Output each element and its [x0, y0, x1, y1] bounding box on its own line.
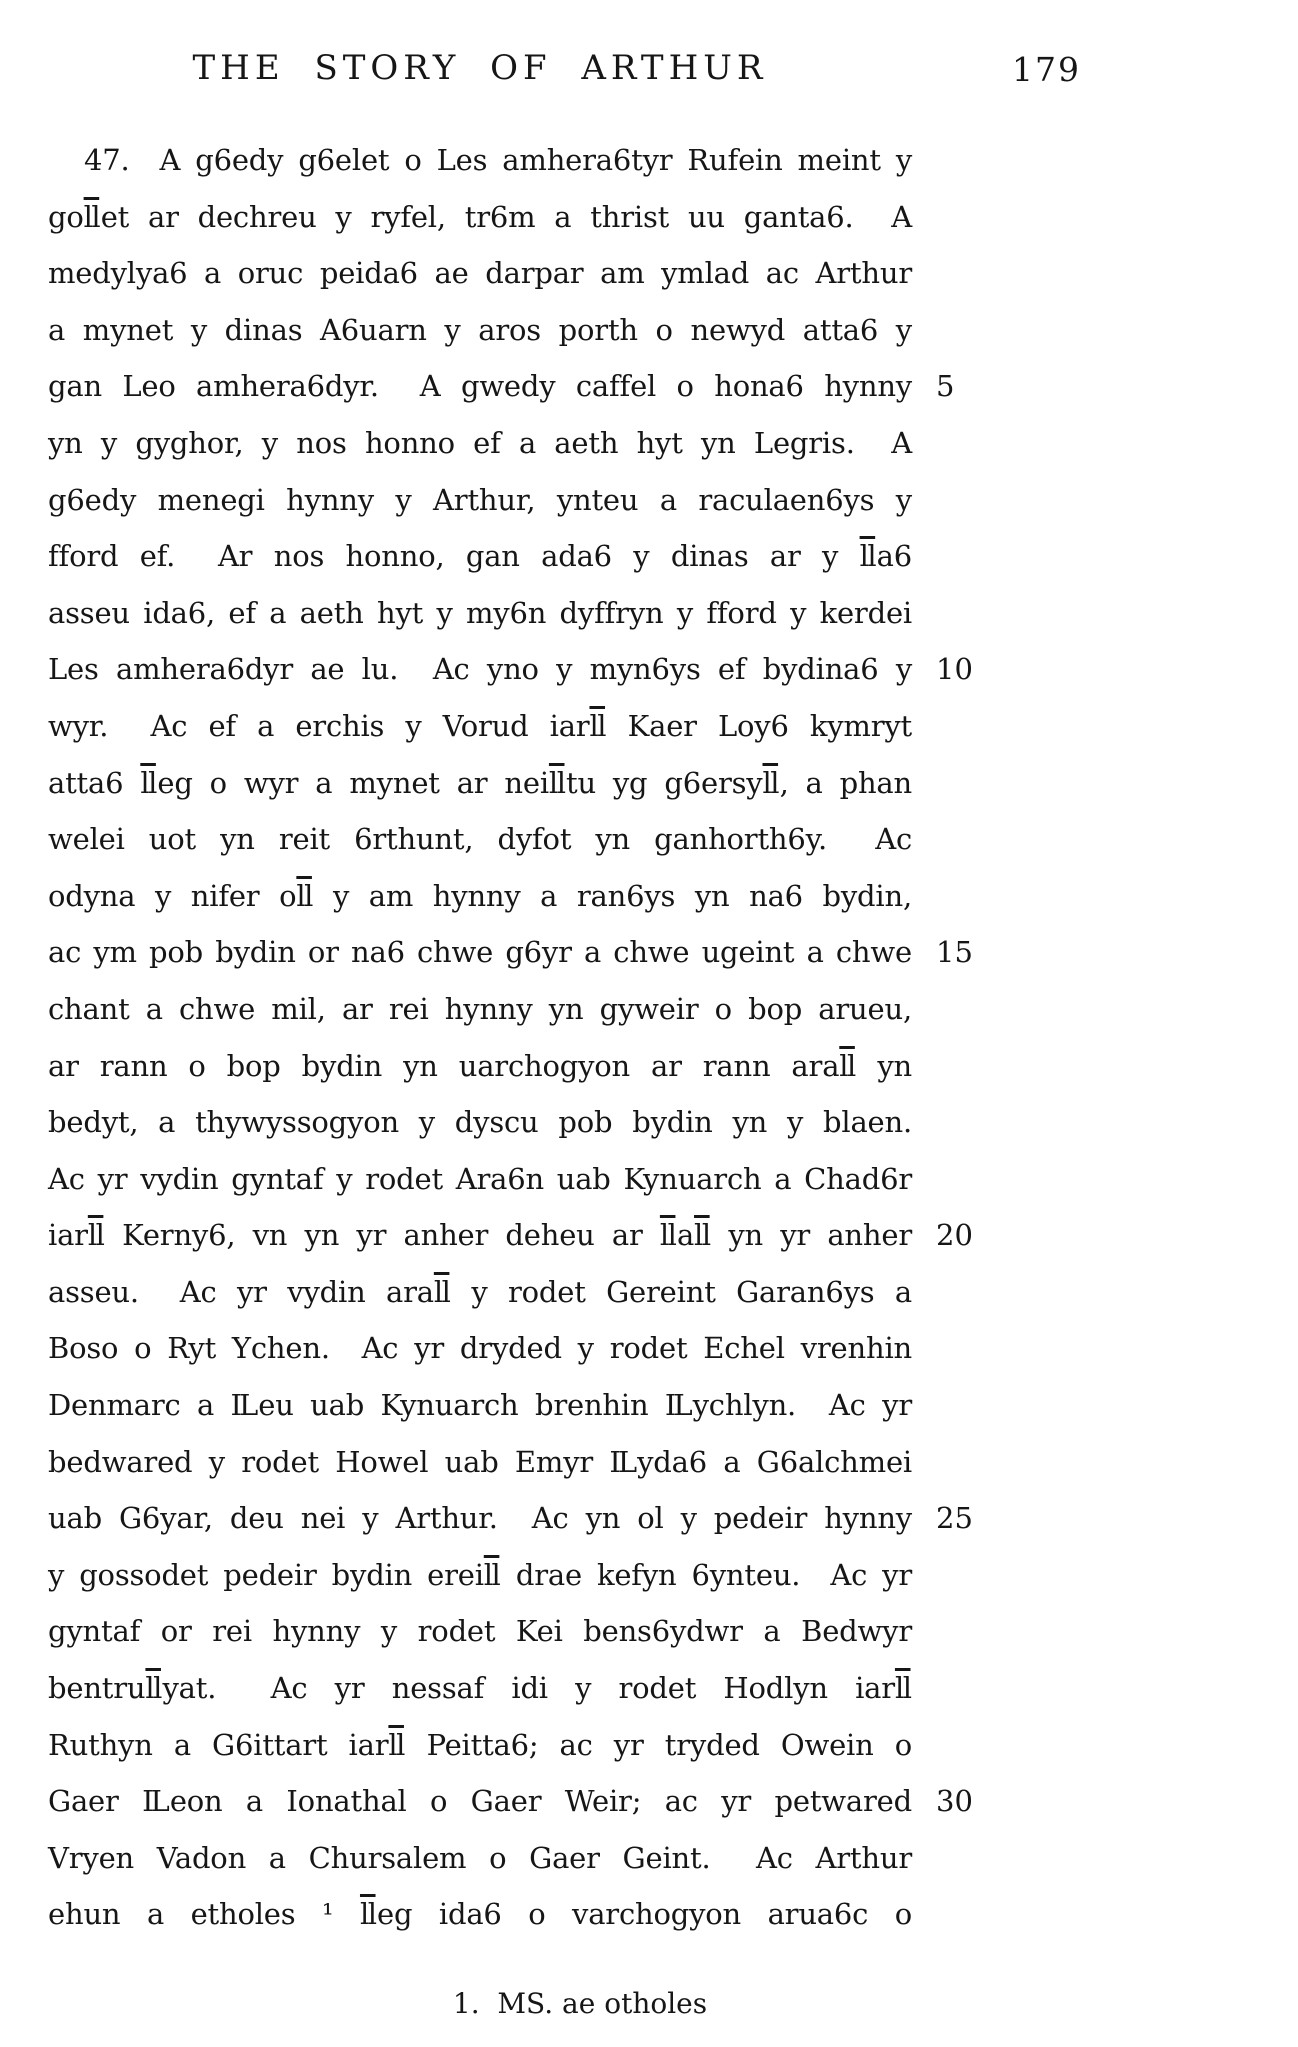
line-text: chant a chwe mil, ar rei hynny yn gyweir o bop arueu, — [48, 991, 912, 1026]
text-line — [48, 585, 1048, 642]
text-line — [48, 1603, 1048, 1660]
line-text: wyr. Ac ef a erchis y Vorud $iar\overline{ll}$ Kaer Loy6 kymryt — [48, 708, 913, 743]
text-line — [48, 1094, 1048, 1151]
line-text: fford ef. Ar nos honno, gan ada6 y dinas ar y $\overline{ll}a6$ — [48, 539, 912, 574]
text-line — [48, 1434, 1048, 1491]
line-number: 30 — [936, 1784, 973, 1819]
line-text: Vryen Vadon a Chursalem o Gaer Geint. Ac Arthur — [48, 1840, 912, 1875]
line-number: 5 — [936, 369, 955, 404]
text-line — [48, 641, 1048, 698]
text-line — [48, 189, 1048, 246]
text-line — [48, 528, 1048, 585]
line-number: 10 — [936, 652, 973, 687]
line-text: Denmarc a IL eu uab Kynuarch brenhin IL ychlyn. Ac yr — [48, 1388, 912, 1423]
line-text: ehun a etholes ¹ $\overline{ll}eg$ ida6 o varchogyon arua6c o — [48, 1897, 912, 1932]
line-text: $go\overline{ll}et$ ar dechreu y ryfel, tr6m a thrist uu ganta6. A — [48, 199, 912, 234]
line-text: Les amhera6dyr ae lu. Ac yno y myn6ys ef bydina6 y — [48, 652, 912, 687]
line-text: odyna y nifer $o\overline{ll}$ y am hynny a ran6ys yn na6 bydin, — [48, 878, 912, 913]
line-text: uab G6yar, deu nei y Arthur. Ac yn ol y pedeir hynny — [48, 1501, 912, 1536]
text-line — [48, 1320, 1048, 1377]
line-text: atta6 $\overline{ll}eg$ o wyr a mynet ar $nei\overline{ll}tu$ yg $g6ersy\overline{ll}$, a phan — [48, 765, 912, 800]
line-text: bedyt, a thywyssogyon y dyscu pob bydin yn y blaen. — [48, 1105, 912, 1140]
line-number: 25 — [936, 1501, 973, 1536]
text-line — [48, 755, 1048, 812]
running-header — [48, 48, 912, 88]
line-text: Gaer IL eon a Ionathal o Gaer Weir; ac yr petwared — [48, 1784, 912, 1819]
line-text: asseu. Ac yr vydin $ara\overline{ll}$ y rodet Gereint Garan6ys a — [48, 1274, 913, 1309]
text-line — [48, 358, 1048, 415]
text-line — [48, 1490, 1048, 1547]
line-number: 20 — [936, 1218, 973, 1253]
text-line — [48, 698, 1048, 755]
text-line — [48, 245, 1048, 302]
text-line — [48, 1717, 1048, 1774]
text-line — [48, 1038, 1048, 1095]
text-line — [48, 811, 1048, 868]
line-text: a mynet y dinas A6uarn y aros porth o newyd atta6 y — [48, 312, 912, 347]
page-title: THE STORY OF ARTHUR — [192, 48, 768, 88]
text-line — [48, 1207, 1048, 1264]
line-text: ar rann o bop bydin yn uarchogyon ar rann $ara\overline{ll}$ yn — [48, 1048, 912, 1083]
text-line — [48, 302, 1048, 359]
line-text: $iar\overline{ll}$ Kerny6, vn yn yr anher deheu ar $\overline{ll}a\overline{ll}$ yn yr anher — [48, 1218, 913, 1253]
body-text — [48, 132, 1048, 1943]
text-line — [48, 472, 1048, 529]
text-line — [48, 1660, 1048, 1717]
line-text: 47. A g6edy g6elet o Les amhera6tyr Rufein meint y — [84, 143, 912, 177]
line-text: y gossodet pedeir bydin $erei\overline{ll}$ drae kefyn 6ynteu. Ac yr — [48, 1557, 912, 1592]
line-number: 15 — [936, 935, 973, 970]
text-line — [48, 868, 1048, 925]
page-number: 179 — [1012, 50, 1081, 89]
line-text: ac ym pob bydin or na6 chwe g6yr a chwe ugeint a chwe — [48, 935, 912, 970]
line-text: bedwared y rodet Howel uab Emyr IL yda6 a G6alchmei — [48, 1444, 912, 1479]
line-text: welei uot yn reit 6rthunt, dyfot yn ganhorth6y. Ac — [48, 822, 912, 857]
text-line — [48, 415, 1048, 472]
line-text: Ruthyn a G6ittart $iar\overline{ll}$ Peitta6; ac yr tryded Owein o — [48, 1727, 912, 1762]
text-line — [48, 1773, 1048, 1830]
text-line — [48, 1830, 1048, 1887]
text-line — [48, 1264, 1048, 1321]
text-line — [48, 924, 1048, 981]
text-line — [48, 1151, 1048, 1208]
line-text: Boso o Ryt Ychen. Ac yr dryded y rodet Echel vrenhin — [48, 1331, 912, 1366]
text-line — [48, 1886, 1048, 1943]
line-text: asseu ida6, ef a aeth hyt y my6n dyffryn y fford y kerdei — [48, 595, 912, 630]
text-line — [48, 1547, 1048, 1604]
line-text: medylya6 a oruc peida6 ae darpar am ymlad ac Arthur — [48, 256, 912, 291]
line-text: gan Leo amhera6dyr. A gwedy caffel o hona6 hynny — [48, 369, 912, 404]
text-line — [48, 981, 1048, 1038]
line-text: g6edy menegi hynny y Arthur, ynteu a raculaen6ys y — [48, 482, 912, 517]
line-text: Ac yr vydin gyntaf y rodet Ara6n uab Kynuarch a Chad6r — [48, 1161, 912, 1196]
line-text: yn y gyghor, y nos honno ef a aeth hyt yn Legris. A — [48, 425, 912, 460]
text-line — [48, 132, 1048, 189]
footnote: 1. MS. ae otholes — [452, 1987, 708, 2020]
line-text: gyntaf or rei hynny y rodet Kei bens6ydwr a Bedwyr — [48, 1614, 912, 1649]
line-text: $bentru\overline{ll}yat$. Ac yr nessaf idi y rodet Hodlyn $iar\overline{ll}$ — [48, 1671, 911, 1706]
text-line — [48, 1377, 1048, 1434]
